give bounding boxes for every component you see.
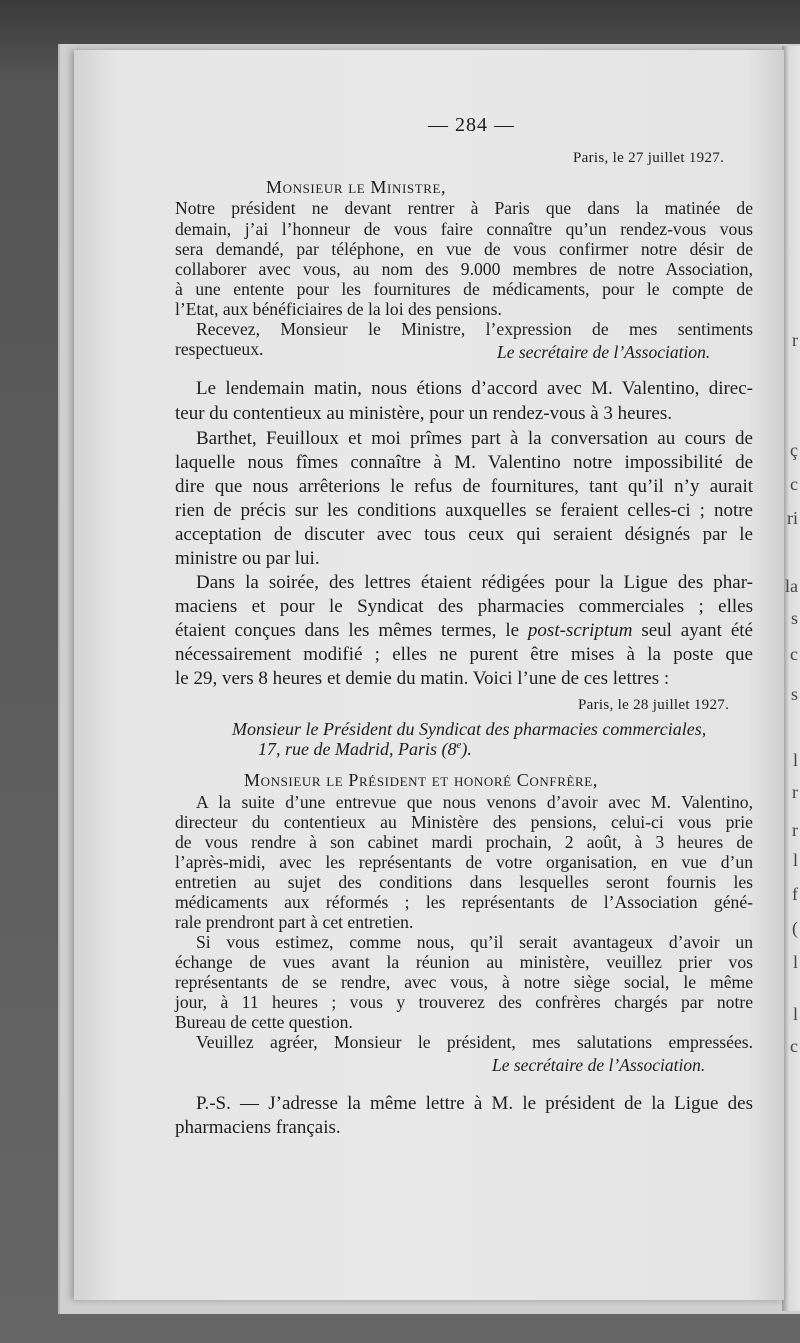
letter1-line: demain, j’ai l’honneur de vous faire connaître qu’un rendez-vous vous <box>175 219 753 239</box>
margin-fragment: ri <box>787 508 798 528</box>
letter2-date: Paris, le 28 juillet 1927. <box>578 697 730 713</box>
narrative-line: teur du contentieux au ministère, pour un rendez-vous à 3 heures. <box>175 403 673 424</box>
letter2-line: entretien au sujet des conditions dans lesquelles seront fournis les <box>175 872 753 892</box>
margin-fragment: l <box>792 750 798 770</box>
letter1-salutation: Monsieur le Ministre, <box>266 177 447 197</box>
narrative-line: étaient conçues dans les mêmes termes, le post-scriptum seul ayant été <box>175 620 753 641</box>
postscript-line: P.-S. — J’adresse la même lettre à M. le président de la Ligue des <box>196 1093 753 1114</box>
margin-fragment: s <box>790 684 798 704</box>
narrative-line: acceptation de discuter avec tous ceux qui seraient désignés par le <box>175 524 753 545</box>
letter1-line: collaborer avec vous, au nom des 9.000 membres de notre Association, <box>175 259 753 279</box>
margin-fragment: r <box>792 820 798 840</box>
next-page-edge <box>782 46 800 1311</box>
margin-fragment: c <box>790 474 798 494</box>
page-number: — 284 — <box>428 114 515 136</box>
letter2-line: médicaments aux réformés ; les représentants de l’Association géné- <box>175 892 753 912</box>
narrative-line: rien de précis sur les conditions auxquelles se feraient celles-ci ; notre <box>175 500 753 521</box>
letter2-line: Veuillez agréer, Monsieur le président, mes salutations empressées. <box>196 1032 753 1052</box>
letter2-line: représentants de se rendre, avec vous, à notre siège social, le même <box>175 972 753 992</box>
letter2-line: échange de vues avant la réunion au ministère, veuillez prier vos <box>175 952 753 972</box>
narrative-line: nécessairement modifié ; elles ne purent être mises à la poste que <box>175 644 753 665</box>
superscript: e <box>456 739 462 751</box>
margin-fragment: f <box>792 884 798 904</box>
postscript-line: pharmaciens français. <box>175 1117 341 1138</box>
narrative-line: Barthet, Feuilloux et moi prîmes part à la conversation au cours de <box>196 428 753 449</box>
letter1-line: sera demandé, par téléphone, en vue de vous confirmer notre désir de <box>175 239 753 259</box>
letter2-line: directeur du contentieux au Ministère des pensions, celui-ci vous prie <box>175 812 753 832</box>
letter2-line: A la suite d’une entrevue que nous venons d’avoir avec M. Valentino, <box>196 792 753 812</box>
letter1-signature: Le secrétaire de l’Association. <box>497 342 711 362</box>
letter1-line: respectueux. <box>175 339 264 359</box>
letter2-line: jour, à 11 heures ; vous y trouverez des confrères chargés par notre <box>175 992 753 1012</box>
margin-fragment: r <box>792 330 798 350</box>
narrative-line: maciens et pour le Syndicat des pharmacies commerciales ; elles <box>175 596 753 617</box>
letter2-address: 17, rue de Madrid, Paris (8e). <box>258 739 472 759</box>
letter2-signature: Le secrétaire de l’Association. <box>492 1055 706 1075</box>
margin-fragment: r <box>792 782 798 802</box>
margin-fragment: l <box>792 850 798 870</box>
letter1-line: Recevez, Monsieur le Ministre, l’expression de mes sentiments <box>196 319 753 339</box>
narrative-line: le 29, vers 8 heures et demie du matin. Voici l’une de ces lettres : <box>175 668 670 689</box>
letter2-line: rale prendront part à cet entretien. <box>175 912 414 932</box>
margin-fragment: l <box>792 1004 798 1024</box>
letter2-address: Monsieur le Président du Syndicat des pharmacies commerciales, <box>232 719 707 739</box>
italic-term: post-scriptum <box>527 620 633 641</box>
margin-fragment: ç <box>790 440 798 460</box>
margin-fragment: c <box>790 1036 798 1056</box>
letter1-line: l’Etat, aux bénéficiaires de la loi des pensions. <box>175 299 502 319</box>
letter2-line: l’après-midi, avec les représentants de votre organisation, en vue d’un <box>175 852 753 872</box>
narrative-line: ministre ou par lui. <box>175 548 320 569</box>
letter1-line: Notre président ne devant rentrer à Paris que dans la matinée de <box>175 198 753 218</box>
margin-fragment: s <box>790 608 798 628</box>
margin-fragment: la <box>785 576 798 596</box>
margin-fragment: c <box>790 644 798 664</box>
narrative-line: Dans la soirée, des lettres étaient rédigées pour la Ligue des phar- <box>196 572 753 593</box>
letter2-line: Bureau de cette question. <box>175 1012 353 1032</box>
letter2-salutation: Monsieur le Président et honoré Confrère, <box>244 770 598 790</box>
narrative-line: dire que nous arrêterions le refus de fournitures, tant qu’il n’y aurait <box>175 476 753 497</box>
letter2-line: de vous rendre à son cabinet mardi prochain, 2 août, à 3 heures de <box>175 832 753 852</box>
letter2-line: Si vous estimez, comme nous, qu’il serait avantageux d’avoir un <box>196 932 753 952</box>
margin-fragment: l <box>792 952 798 972</box>
letter1-line: à une entente pour les fournitures de médicaments, pour le compte de <box>175 279 753 299</box>
narrative-line: Le lendemain matin, nous étions d’accord avec M. Valentino, direc- <box>196 378 753 399</box>
letter1-date: Paris, le 27 juillet 1927. <box>573 150 725 166</box>
narrative-line: laquelle nous fîmes connaître à M. Valentino notre impossibilité de <box>175 452 753 473</box>
margin-fragment: ( <box>792 918 798 938</box>
